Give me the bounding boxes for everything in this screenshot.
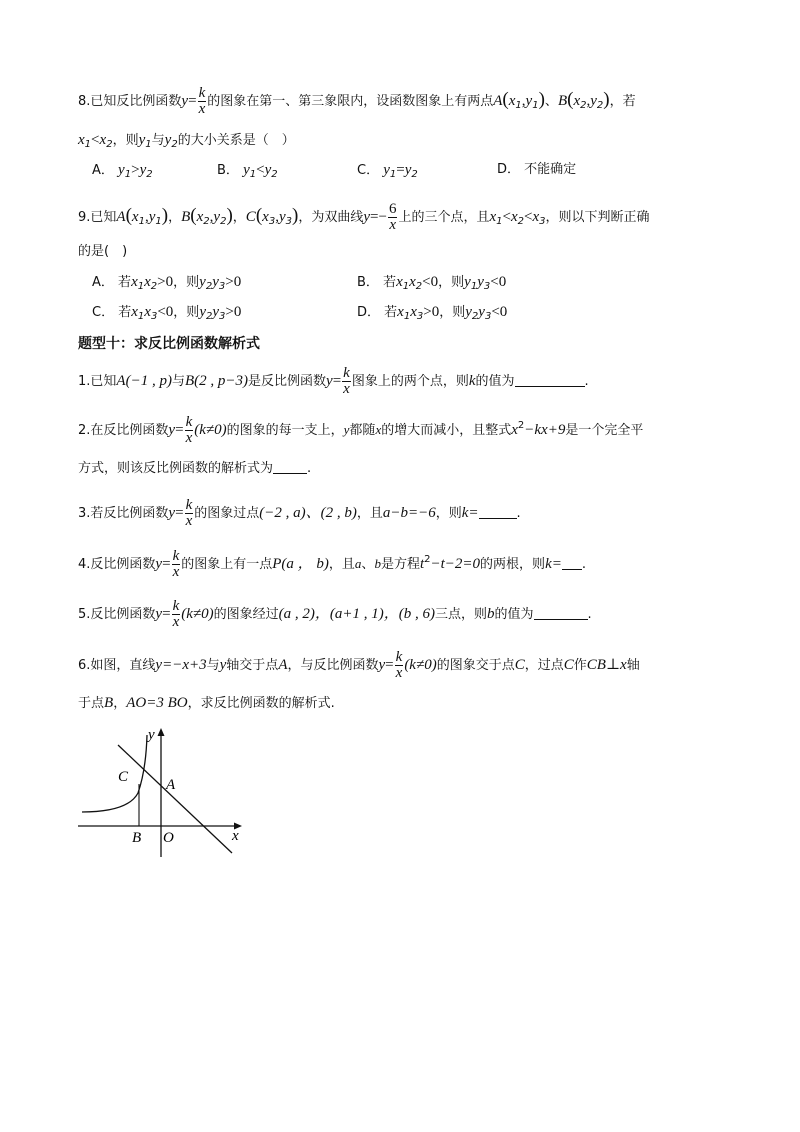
q8-option-d: D． 不能确定 xyxy=(497,162,577,177)
answer-blank[interactable] xyxy=(515,372,585,387)
answer-blank[interactable] xyxy=(562,555,582,570)
problem-6-line2: 于点B，AO=3 BO，求反比例函数的解析式. xyxy=(78,695,335,711)
problem-5: 5.反比例函数y= $\frac{k}{x}$ (k≠0)的图象经过(a , 2)，(a+1 , 1)，(b , 6)三点，则b的值为 . xyxy=(78,598,592,630)
q9-line2: 的是( ) xyxy=(78,244,128,259)
y-axis-arrow xyxy=(158,728,165,736)
problem-2-line2: 方式，则该反比例函数的解析式为 . xyxy=(78,461,312,476)
q8-option-b: B． $y_1<y_2$ xyxy=(217,162,278,180)
q9-option-c: C． 若$x_1x_3<0$，则$y_2y_3>0$ xyxy=(92,304,242,322)
problem-3: 3.若反比例函数y= $\frac{k}{x}$ 的图象过点(−2 , a)、(2 , b)，且a−b=−6，则k= . xyxy=(78,497,521,529)
answer-blank[interactable] xyxy=(479,504,517,519)
problem-6-line1: 6.如图，直线y=−x+3与y轴交于点A，与反比例函数y= $\frac{k}{x}$ (k≠0)的图象交于点C，过点C作CB⊥x轴 xyxy=(78,649,640,681)
q9-option-a: A． 若$x_1x_2>0$，则$y_2y_3>0$ xyxy=(92,274,242,292)
problem-1: 1.已知A(−1 , p)与B(2 , p−3)是反比例函数y= $\frac{k}{x}$ 图象上的两个点，则k的值为 . xyxy=(78,365,589,397)
fraction-k-over-x: $\frac{k}{x}$ xyxy=(198,85,206,117)
q8-option-a: A． $y_1>y_2$ xyxy=(92,162,153,180)
fraction-6-over-x: $\frac{6}{x}$ xyxy=(388,201,397,233)
answer-blank[interactable] xyxy=(534,605,588,620)
label-o: O xyxy=(163,830,174,846)
section-heading: 题型十：求反比例函数解析式 xyxy=(78,336,260,352)
answer-blank[interactable] xyxy=(273,459,307,474)
label-c: C xyxy=(118,769,129,785)
q8-number: 8. xyxy=(78,94,91,109)
q8-option-c: C． $y_1=y_2$ xyxy=(357,162,418,180)
label-x: x xyxy=(232,828,239,844)
problem-2-line1: 2.在反比例函数y= $\frac{k}{x}$ (k≠0)的图象的每一支上，y都随x的增大而减小，且整式$x^2-kx+9$是一个完全平 xyxy=(78,414,644,446)
q8-line1: 8.已知反比例函数y= $\frac{k}{x}$ 的图象在第一、第三象限内，设函数图象上有两点$A(x_1,y_1)$、$B(x_2,y_2)$，若 xyxy=(78,85,636,117)
label-b: B xyxy=(132,830,142,846)
q9-option-b: B． 若$x_1x_2<0$，则$y_1y_3<0$ xyxy=(357,274,507,292)
q9-line1: 9.已知$A(x_1,y_1)$，$B(x_2,y_2)$，$C(x_3,y_3)$，为双曲线y=− $\frac{6}{x}$ 上的三个点，且$x_1<x_2<x_3$，则以下判断正确 xyxy=(78,201,650,233)
coordinate-figure xyxy=(70,725,270,865)
problem-4: 4.反比例函数y= $\frac{k}{x}$ 的图象上有一点P(a ， b)，且a、b是方程$t^2-t-2=0$的两根，则k= . xyxy=(78,548,586,580)
label-a: A xyxy=(166,777,176,793)
hyperbola-curve xyxy=(82,735,147,812)
q8-line2: $x_1<x_2$，则$y_1$与$y_2$的大小关系是（ ） xyxy=(78,132,295,150)
q9-option-d: D． 若$x_1x_3>0$，则$y_2y_3<0$ xyxy=(357,304,508,322)
label-y: y xyxy=(148,727,155,743)
